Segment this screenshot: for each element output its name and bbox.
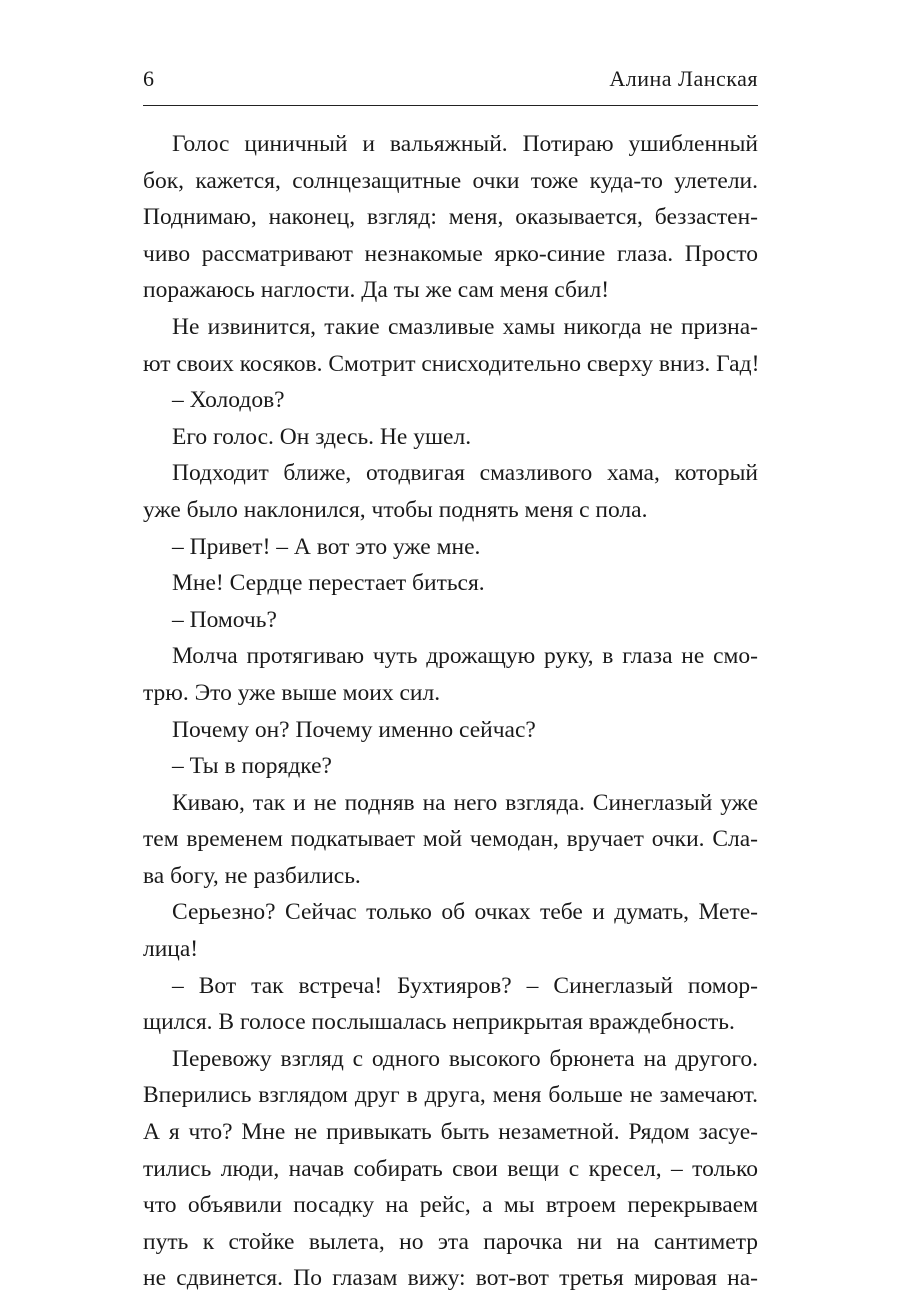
text-line: поражаюсь наглости. Да ты же сам меня сбил! [143,277,610,304]
text-line: – Привет! – А вот это уже мне. [172,533,481,560]
text-line: Почему он? Почему именно сейчас? [172,716,536,743]
text-line: Голос циничный и вальяжный. Потираю ушибленный [172,131,758,157]
body-text [143,126,758,1297]
text-line: Серьезно? Сейчас только об очках тебе и думать, Мете- [172,899,758,926]
text-line: ва богу, не разбились. [143,862,361,889]
text-line: Не извинится, такие смазливые хамы никогда не призна- [172,313,758,340]
text-line: – Помочь? [172,606,277,633]
running-head-author: Алина Ланская [609,66,758,91]
text-line: Перевожу взгляд с одного высокого брюнета на другого. [172,1045,758,1072]
text-line: А я что? Мне не привыкать быть незаметной. Рядом засуе- [143,1119,758,1146]
text-line: лица! [143,936,199,963]
text-line: Подходит ближе, отодвигая смазливого хама, который [172,460,758,487]
text-line: – Ты в порядке? [172,753,332,780]
text-line: не сдвинется. По глазам вижу: вот-вот третья мировая на- [143,1265,758,1292]
text-line: уже было наклонился, чтобы поднять меня с пола. [143,496,648,523]
text-line: Киваю, так и не подняв на него взгляда. Синеглазый уже [172,789,758,816]
text-line: путь к стойке вылета, но эта парочка ни на сантиметр [143,1228,758,1255]
text-line: тились люди, начав собирать свои вещи с кресел, – только [143,1155,758,1182]
text-line: Мне! Сердце перестает биться. [172,570,485,597]
page-header [143,66,758,102]
text-line: – Вот так встреча! Бухтияров? – Синеглазый помор- [172,972,758,999]
page-number: 6 [143,66,154,91]
text-line: Поднимаю, наконец, взгляд: меня, оказывается, беззастен- [143,204,758,231]
header-divider [143,105,758,106]
text-line: тем временем подкатывает мой чемодан, вручает очки. Сла- [143,826,758,853]
text-line: Вперились взглядом друг в друга, меня больше не замечают. [143,1082,758,1109]
text-line: щился. В голосе послышалась неприкрытая враждебность. [143,1009,735,1036]
text-line: что объявили посадку на рейс, а мы втроем перекрываем [143,1192,758,1219]
text-line: бок, кажется, солнцезащитные очки тоже куда-то улетели. [143,167,758,194]
text-line: Его голос. Он здесь. Не ушел. [172,423,472,450]
text-line: – Холодов? [172,387,285,414]
text-line: Молча протягиваю чуть дрожащую руку, в глаза не смо- [172,643,758,670]
text-line: чиво рассматривают незнакомые ярко-синие глаза. Просто [143,240,758,267]
text-line: ют своих косяков. Смотрит снисходительно сверху вниз. Гад! [143,350,760,377]
text-line: трю. Это уже выше моих сил. [143,679,441,706]
